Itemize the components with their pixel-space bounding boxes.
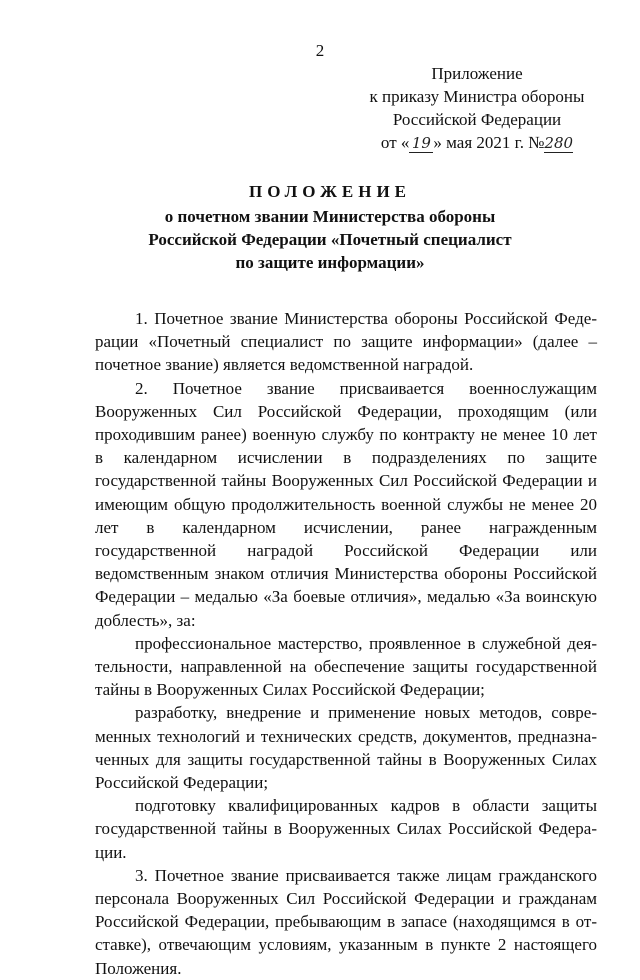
handwritten-day: 19: [409, 134, 433, 153]
paragraph-3: 3. Почетное звание присваивается также лицам гражданского персонала Вооруженных Сил Российской Федерации и гражданам Российской Федерации, пребывающим в запасе (находящимся в отставке), отвечающим условиям, указанным в пункте 2 настоящего Положения.: [95, 865, 597, 978]
appendix-date-line: [330, 131, 624, 154]
paragraph-2-item-1: профессиональное мастерство, проявленное в служебной деятельности, направленной на обеспечение защиты государственной тайны в Вооруженных Силах Российской Федерации;: [95, 633, 597, 700]
page-number: 2: [315, 41, 325, 60]
title-line-1: о почетном звании Министерства обороны: [164, 207, 496, 226]
paragraph-1: 1. Почетное звание Министерства обороны Российской Федерации «Почетный специалист по защите информации» (далее – почетное звание) является ведомственной наградой.: [95, 309, 597, 375]
paragraph-2: 2. Почетное звание присваивается военнослужащим Вооруженных Сил Российской Федерации, проходящим (или проходившим ранее) военную службу по контракту не менее 10 лет в календарном исчислении в подразделениях по защите государственной тайны Вооруженных Сил Российской Федерации и имеющим общую продолжительность военной службы не менее 20 лет в календарном исчислении, ранее награжденным государственной наградой Российской Федерации или ведомственным знаком отличия Министерства обороны Российской Федерации – медалью «За боевые отличия», медалью «За воинскую доблесть», за:: [95, 378, 597, 630]
handwritten-order-number: 280: [544, 134, 574, 152]
title-heading: ПОЛОЖЕНИЕ: [249, 182, 411, 201]
paragraph-2-item-3: подготовку квалифицированных кадров в области защиты государственной тайны в Вооруженных Силах Российской Федерации.: [95, 796, 597, 862]
appendix-title: Приложение: [431, 64, 523, 83]
date-middle: » мая 2021 г. №: [433, 133, 545, 152]
paragraph-2-item-2: разработку, внедрение и применение новых методов, современных технологий и технических средств, документов, предназначенных для защиты государственной тайны в Вооруженных Силах Российской Федерации;: [95, 703, 597, 793]
appendix-country: Российской Федерации: [392, 110, 562, 129]
document-body: [95, 307, 597, 980]
title-line-3: по защите информации»: [235, 253, 425, 272]
document-title: [60, 180, 600, 274]
title-line-2: Российской Федерации «Почетный специалист: [148, 230, 512, 249]
appendix-header: [330, 62, 624, 154]
date-prefix: от «: [380, 133, 410, 152]
appendix-order-ref: к приказу Министра обороны: [369, 87, 585, 106]
